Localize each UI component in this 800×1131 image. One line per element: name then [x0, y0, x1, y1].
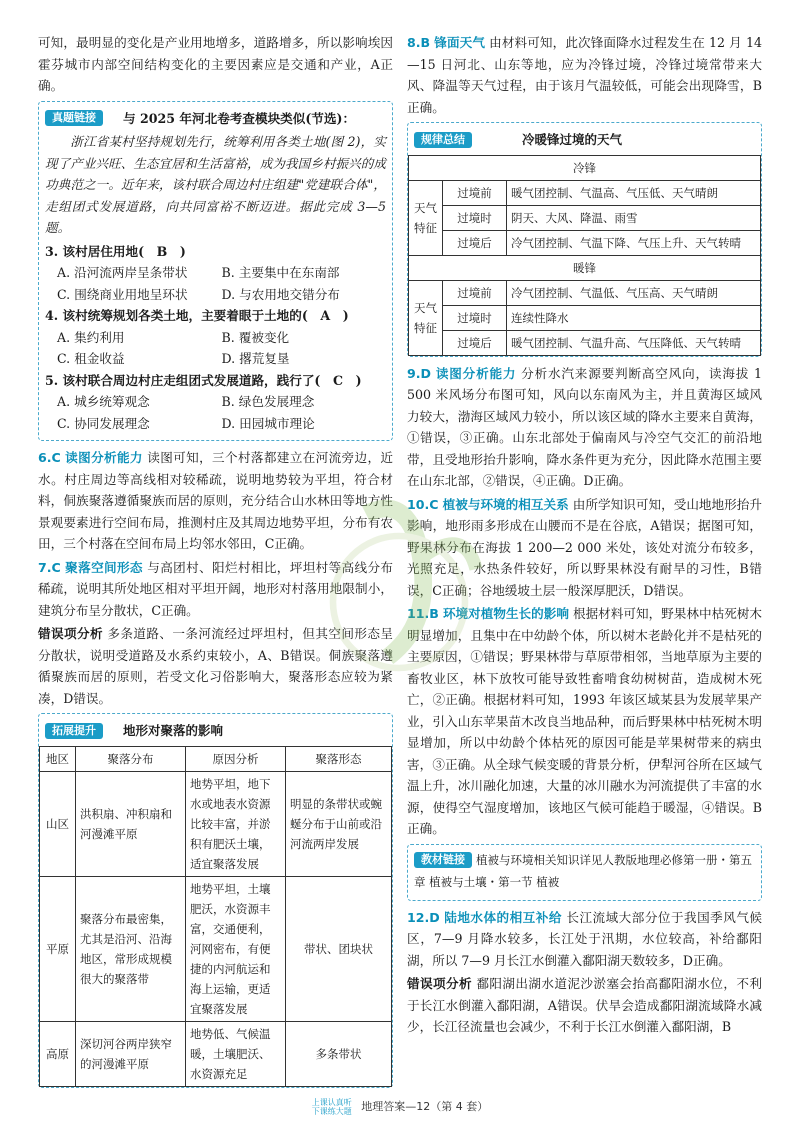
table-row: 平原 聚落分布最密集，尤其是沿河、沿海地区，常形成规模很大的聚落带 地势平坦，土壤肥沃，水资源丰富，交通便利，河网密布，有便捷的内河航运和海上运输，更适宜聚落发展 带状、团块状	[40, 876, 392, 1021]
table-row: 过境时 连续性降水	[409, 305, 761, 330]
left-column	[38, 32, 393, 1094]
option: C. 租金收益	[57, 351, 125, 366]
option: A. 沿河流两岸呈条带状	[57, 265, 188, 280]
answer-9-topic: 读图分析能力	[435, 365, 517, 381]
footer-logo: 上课认真听 下课练大题	[311, 1098, 352, 1116]
table-row: 山区 洪积扇、冲积扇和河漫滩平原 地势平坦，地下水或地表水资源比较丰富，并淤积有肥沃土壤，适宜聚落发展 明显的条带状或蜿蜒分布于山前或沿河流两岸发展	[40, 771, 392, 876]
option: C. 围绕商业用地呈环状	[57, 286, 188, 302]
textbook-link-box	[407, 844, 762, 901]
option: D. 田园城市理论	[221, 415, 315, 431]
right-column	[407, 32, 762, 1040]
answer-11-topic: 环境对植物生长的影响	[442, 606, 569, 621]
answer-10: 10.C 植被与环境的相互关系 由所学知识可知，受山地地形抬升影响，地形雨多形成在山腰而不是在谷底，A错误；据图可知，野果林分布在海拔 1 200—2 000 米处，该处对流分布较多，光照充足，水热条件较好，所以野果林没有耐旱的习性，B错误，C正确；谷地缓坡土层一般深厚肥沃，D错误。	[407, 496, 762, 598]
rule-summary-box	[407, 122, 762, 357]
option: A. 城乡统筹观念	[57, 394, 150, 409]
answer-9: 9.D 读图分析能力 分析水汽来源要判断高空风向，读海拔 1 500 米风场分布图可知，风向以东南风为主，并且黄海区域风力较大，渤海区域风力较小，所以该区域的降水主要来自黄海，①错误，③正确。山东北部处于偏南风与冷空气交汇的前沿地带，且受地形抬升影响，降水条件更为充分，因此降水范围主要在山东北部，②错误，④正确。D正确。	[407, 365, 762, 488]
textbook-link-tag: 教材链接	[414, 852, 472, 868]
table-header: 聚落形态	[286, 746, 392, 771]
answer-6-topic: 读图分析能力	[65, 450, 143, 465]
extension-box	[38, 713, 393, 1088]
cold-front-header: 冷锋	[409, 155, 761, 180]
option: D. 与农用地交错分布	[221, 286, 340, 302]
option: B. 主要集中在东南部	[221, 265, 340, 280]
table-row: 过境时 阴天、大风、降温、雨雪	[409, 205, 761, 230]
answer-6: 6.C 读图分析能力 读图可知，三个村落都建立在河流旁边，近水。村庄周边等高线相对较稀疏，说明地势较为平坦，符合材料，侗族聚落遵循聚族而居的原则，充分结合山水林田等地方性景观要素进行空间布局，推测村庄及其周边地势平坦，分布有农田，三个村落在空间布局上均邻水邻田，C正确。	[38, 450, 394, 551]
extension-tag: 拓展提升	[45, 723, 103, 739]
table-row: 过境后 暖气团控制、气温升高、气压降低、天气转晴	[409, 330, 761, 355]
table-header: 地区	[40, 746, 76, 771]
answer-8: 8.B 锋面天气 由材料可知，此次锋面降水过程发生在 12 月 14—15 日河北、山东等地，应为冷锋过境，冷锋过境常带来大风、降温等天气过程，由于该月气温较低，可能会出现降雪，B正确。	[407, 35, 762, 115]
answer-7-error-analysis: 错误项分析 多条道路、一条河流经过坪坦村，但其空间形态呈分散状，说明受道路及水系约束较小，A、B错误。侗族聚落遵循聚族而居的原则，若受文化习俗影响大，聚落形态应较为紧凑，D错误。	[38, 626, 394, 706]
real-exam-link-tag: 真题链接	[45, 110, 103, 126]
table-row: 高原 深切河谷两岸狭窄的河漫滩平原 地势低、气候温暖，土壤肥沃、水资源充足 多条带状	[40, 1021, 392, 1086]
answer-7-topic: 聚落空间形态	[65, 559, 143, 575]
option: B. 覆被变化	[221, 329, 290, 345]
question-stem: 5. 该村联合周边村庄走组团式发展道路，践行了( C )	[45, 372, 362, 388]
page-footer	[0, 1098, 800, 1116]
question-stem: 3. 该村居住用地( B )	[45, 243, 186, 259]
answer-12: 12.D 陆地水体的相互补给 长江流域大部分位于我国季风气候区，7—9 月降水较多，长江处于汛期，水位较高，补给鄱阳湖，所以 7—9 月长江水倒灌入鄱阳湖天数较多，D正确。	[407, 909, 762, 968]
question-3	[45, 241, 386, 306]
answer-12-error-analysis: 错误项分析 鄱阳湖出湖水道泥沙淤塞会抬高鄱阳湖水位，不利于长江水倒灌入鄱阳湖，A错误。伏旱会造成鄱阳湖流域降水减少，长江径流量也会减少，不利于长江水倒灌入鄱阳湖，B	[407, 976, 763, 1034]
terrain-settlement-table	[39, 746, 392, 1087]
table-header: 原因分析	[186, 746, 286, 771]
answer-10-topic: 植被与环境的相互关系	[442, 496, 569, 512]
option: A. 集约利用	[57, 329, 125, 345]
answer-8-topic: 锋面天气	[434, 35, 486, 50]
rule-summary-tag: 规律总结	[414, 132, 472, 148]
answer-12-topic: 陆地水体的相互补给	[444, 909, 562, 925]
question-stem: 4. 该村统筹规划各类土地，主要着眼于土地的( A )	[45, 308, 349, 323]
front-weather-table	[408, 155, 761, 356]
option: D. 撂荒复垦	[221, 351, 290, 366]
option: B. 绿色发展理念	[221, 394, 315, 409]
warm-front-header: 暖锋	[409, 255, 761, 280]
table-row: 天气特征 过境前 暖气团控制、气温高、气压低、天气晴朗	[409, 180, 761, 205]
extension-title: 地形对聚落的影响	[123, 723, 224, 738]
rule-summary-title: 冷暖锋过境的天气	[522, 132, 623, 147]
table-row: 天气特征 过境前 冷气团控制、气温低、气压高、天气晴朗	[409, 280, 761, 305]
textbook-link-text: 植被与环境相关知识详见人教版地理必修第一册・第五章 植被与土壤・第一节 植被	[414, 852, 753, 889]
answer-11: 11.B 环境对植物生长的影响 根据材料可知，野果林中枯死树木明显增加，且集中在中幼龄个体，所以树木老龄化并不是枯死的主要原因，①错误；野果林带与草原带相邻，当地草原为主要的畜牧业区，林下放牧可能导致牲畜啃食幼树树苗，造成树木死亡，②正确。根据材料可知，1993 年该区域某县为发展苹果产业，引入山东苹果苗木改良当地品种，而后野果林中枯死树木明显增加，所以中幼龄个体枯死的原因可能是苹果树带来的病虫害，③正确。从全球气候变暖的背景分析，伊犁河谷所在区域气温上升，冰川融化加速，大量的冰川融水为河流提供了丰富的水源，使得空气湿度增加，该地区气候可能趋于暖湿，④错误。B正确。	[407, 606, 762, 836]
exam-passage: 浙江省某村坚持规划先行，统筹利用各类土地(图 2)，实现了产业兴旺、生态宜居和生活富裕，成为我国乡村振兴的成功典范之一。近年来，该村联合周边村庄组建"党建联合体"，走组团式发展道路，向共同富裕不断迈进。据此完成 3—5 题。	[45, 134, 386, 235]
table-row: 过境后 冷气团控制、气温下降、气压上升、天气转晴	[409, 230, 761, 255]
real-exam-link-title: 与 2025 年河北卷考查模块类似(节选)：	[123, 110, 356, 126]
table-header: 聚落分布	[76, 746, 186, 771]
question-5	[45, 370, 386, 435]
answer-7: 7.C 聚落空间形态 与高团村、阳烂村相比，坪坦村等高线分布稀疏，说明其所处地区相对平坦开阔，地形对村落用地限制小，建筑分布呈分散状，C正确。	[38, 559, 394, 618]
page-number: 地理答案—12（第 4 套）	[361, 1100, 489, 1113]
real-exam-link-box	[38, 101, 393, 442]
intro-paragraph: 可知，最明显的变化是产业用地增多，道路增多，所以影响埃因霍芬城市内部空间结构变化的主要因素应是交通和产业，A正确。	[38, 35, 393, 93]
option: C. 协同发展理念	[57, 415, 150, 431]
question-4	[45, 305, 386, 370]
